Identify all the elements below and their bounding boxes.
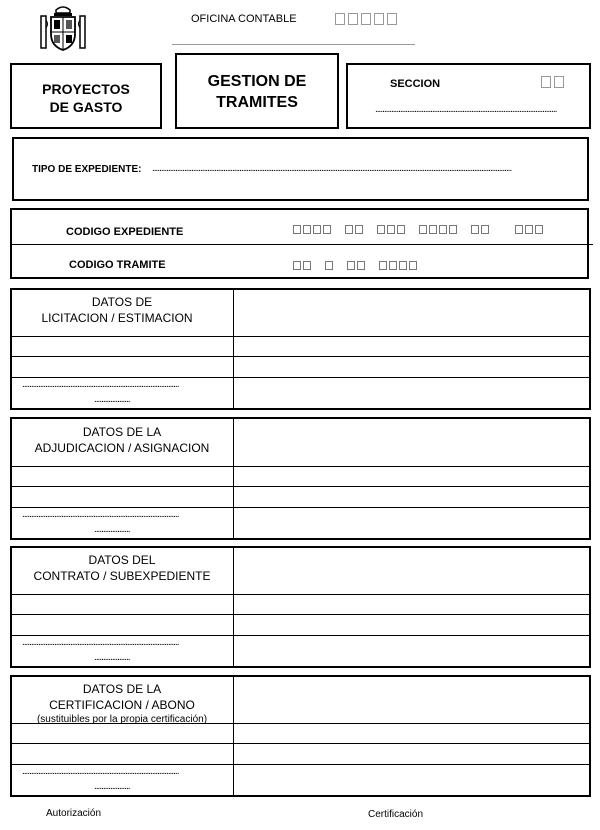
seccion-code-boxes[interactable]	[541, 73, 567, 91]
section-adjudicacion-dotted-field-2[interactable]: ....................	[94, 524, 130, 535]
section-adjudicacion-label	[12, 424, 232, 456]
section-contrato-dotted-field-2[interactable]: ....................	[94, 652, 130, 663]
section-contrato-row-line	[10, 594, 591, 595]
gestion-tramites-title	[175, 71, 339, 113]
codigo-expediente-label: CODIGO EXPEDIENTE	[66, 226, 184, 238]
section-contrato-divider	[233, 546, 234, 668]
section-adjudicacion-line2: ADJUDICACION / ASIGNACION	[34, 441, 210, 455]
section-certificacion-row-line	[10, 743, 591, 744]
section-licitacion-row-line	[10, 356, 591, 357]
gestion-title-line1: GESTION DE	[207, 73, 307, 90]
section-licitacion-label	[12, 294, 232, 326]
section-contrato-line1: DATOS DEL	[88, 553, 156, 567]
codigo-tramite-boxes[interactable]	[293, 257, 419, 275]
tipo-expediente-dotted-field[interactable]: ..........................................................................................................................................................................................................	[152, 163, 512, 174]
section-contrato-row-line	[10, 635, 591, 636]
proyectos-title-line1: PROYECTOS	[42, 81, 130, 97]
codigo-expediente-boxes[interactable]	[293, 221, 545, 239]
section-adjudicacion-row-line	[10, 486, 591, 487]
section-contrato-dotted-field[interactable]: ........................................................................................	[22, 637, 179, 648]
section-adjudicacion-row-line	[10, 507, 591, 508]
section-certificacion-divider	[233, 675, 234, 797]
gestion-title-line2: TRAMITES	[216, 94, 298, 111]
section-certificacion-dotted-field[interactable]: ........................................................................................	[22, 766, 179, 777]
section-licitacion-row-line	[10, 336, 591, 337]
oficina-underline	[172, 44, 415, 45]
certificacion-label: Certificación	[368, 809, 424, 820]
section-certificacion-note: (sustituibles por la propia certificación)	[36, 714, 208, 725]
section-licitacion-dotted-field-2[interactable]: ....................	[94, 394, 130, 405]
section-certificacion-line1: DATOS DE LA	[82, 682, 162, 696]
codigo-tramite-label: CODIGO TRAMITE	[69, 259, 166, 271]
section-adjudicacion-dotted-field[interactable]: ........................................................................................	[22, 509, 179, 520]
oficina-contable-code-boxes[interactable]	[335, 10, 400, 28]
seccion-dotted-field[interactable]: ......................................................................................................	[375, 104, 557, 115]
seccion-label: SECCION	[390, 78, 441, 90]
codigo-divider	[10, 244, 593, 245]
section-certificacion-line2: CERTIFICACION / ABONO	[49, 698, 195, 712]
coat-of-arms-logo	[38, 4, 88, 54]
section-adjudicacion-row-line	[10, 466, 591, 467]
section-licitacion-line1: DATOS DE	[91, 295, 153, 309]
section-certificacion-label	[12, 681, 232, 726]
section-contrato-row-line	[10, 614, 591, 615]
section-licitacion-row-line	[10, 377, 591, 378]
section-licitacion-dotted-field[interactable]: ........................................................................................	[22, 379, 179, 390]
section-contrato-line2: CONTRATO / SUBEXPEDIENTE	[33, 569, 211, 583]
autorizacion-label: Autorización	[46, 808, 102, 819]
section-adjudicacion-divider	[233, 417, 234, 540]
section-certificacion-dotted-field-2[interactable]: ....................	[94, 781, 130, 792]
tipo-expediente-label: TIPO DE EXPEDIENTE:	[32, 164, 142, 175]
section-licitacion-divider	[233, 288, 234, 410]
proyectos-title-line2: DE GASTO	[49, 99, 123, 115]
proyectos-gasto-title	[10, 80, 162, 116]
section-licitacion-line2: LICITACION / ESTIMACION	[41, 311, 193, 325]
section-certificacion-row-line	[10, 764, 591, 765]
oficina-contable-label: OFICINA CONTABLE	[191, 13, 297, 25]
section-adjudicacion-line1: DATOS DE LA	[82, 425, 162, 439]
section-contrato-label	[12, 552, 232, 584]
